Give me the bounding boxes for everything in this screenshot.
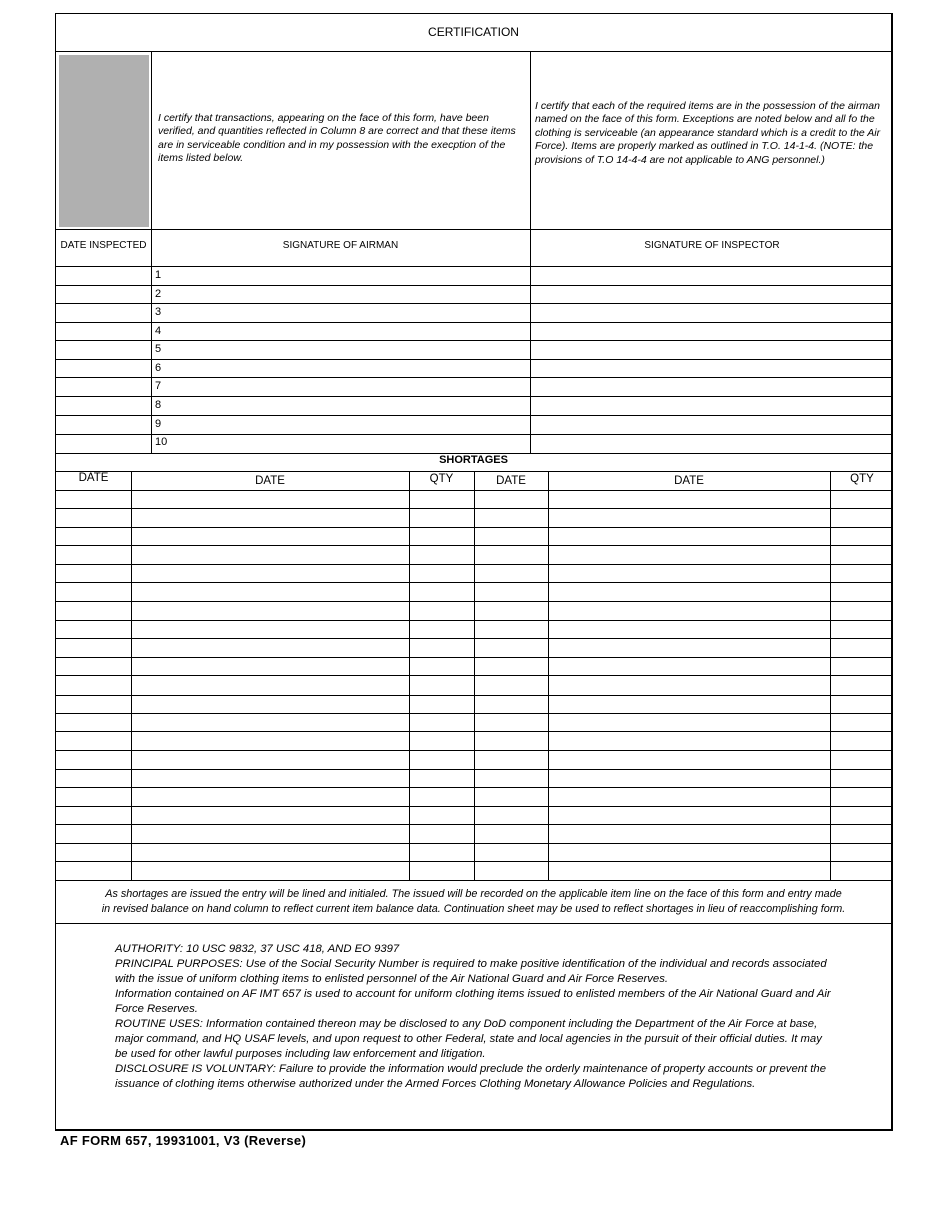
signature-row-number: 4 [155, 325, 162, 337]
signature-row-number: 10 [155, 436, 168, 448]
form-id: AF FORM 657, 19931001, V3 (Reverse) [60, 1133, 307, 1148]
shortage-date-header: DATE [255, 475, 285, 487]
shortages-title: SHORTAGES [439, 454, 508, 466]
shaded-block [59, 55, 149, 227]
signature-inspector-header: SIGNATURE OF INSPECTOR [644, 240, 780, 251]
date-inspected-header: DATE INSPECTED [60, 240, 147, 251]
form-frame [55, 13, 893, 1131]
signature-row-number: 3 [155, 306, 162, 318]
signature-row-number: 1 [155, 269, 162, 281]
inspector-certification-statement: I certify that each of the required items are in the possession of the airman named on the face of this form. Exceptions are noted below and all fo the clothing is serviceable (an appearance standard which is a credit to the Air Force). Items are properly marked as outlined in T.O. 14-1-4. (NOTE: the provisions of T.O 14-4-4 are not applicable to ANG personnel.) [535, 100, 881, 166]
shortage-instructions: As shortages are issued the entry will be lined and initialed. The issued will be recorded on the applicable item line on the face of this form and entry made in revised balance on hand column to reflect current item balance data. Continuation sheet may be used to reflect shortages in lieu of reaccomplishing form. [101, 888, 846, 915]
signature-row-number: 8 [155, 399, 162, 411]
principal-purposes: PRINCIPAL PURPOSES: Use of the Social Security Number is required to make positive identification of the individual and records associated with the issue of uniform clothing items to enlisted personnel of the Air National Guard and Air Force Reserves. [115, 958, 827, 985]
divider [56, 51, 891, 52]
routine-uses: ROUTINE USES: Information contained thereon may be disclosed to any DoD component including the Department of the Air Force at base, major command, and HQ USAF levels, and upon request to other Federal, state and local agencies in the pursuit of their official duties. It may be used for other lawful purposes including law enforcement and litigation. [115, 1018, 822, 1060]
airman-certification-statement: I certify that transactions, appearing on the face of this form, have been verified, and quantities reflected in Column 8 are correct and that these items are in serviceable condition and in my possession with the execption of the items listed below. [158, 112, 516, 165]
certification-title: CERTIFICATION [428, 25, 519, 39]
privacy-act-statement [115, 942, 835, 1092]
information: Information contained on AF IMT 657 is used to account for uniform clothing items issued to enlisted members of the Air National Guard and Air Force Reserves. [115, 988, 831, 1015]
shortage-qty-header: QTY [850, 473, 874, 485]
shortage-qty-header: QTY [429, 473, 454, 485]
authority: AUTHORITY: 10 USC 9832, 37 USC 418, AND EO 9397 [115, 943, 400, 955]
shortage-date-header: DATE [674, 475, 704, 487]
signature-row-number: 5 [155, 343, 162, 355]
disclosure: DISCLOSURE IS VOLUNTARY: Failure to provide the information would preclude the orderly maintenance of property accounts or prevent the issuance of clothing items otherwise authorized under the Armed Forces Clothing Monetary Allowance Policies and Regulations. [115, 1063, 826, 1090]
signature-airman-header: SIGNATURE OF AIRMAN [282, 240, 399, 251]
shortage-date-header: DATE [78, 472, 109, 484]
signature-row-number: 6 [155, 362, 162, 374]
shortage-date-header: DATE [496, 475, 526, 487]
signature-row-number: 7 [155, 380, 162, 392]
signature-row-number: 2 [155, 288, 162, 300]
signature-row-number: 9 [155, 418, 162, 430]
